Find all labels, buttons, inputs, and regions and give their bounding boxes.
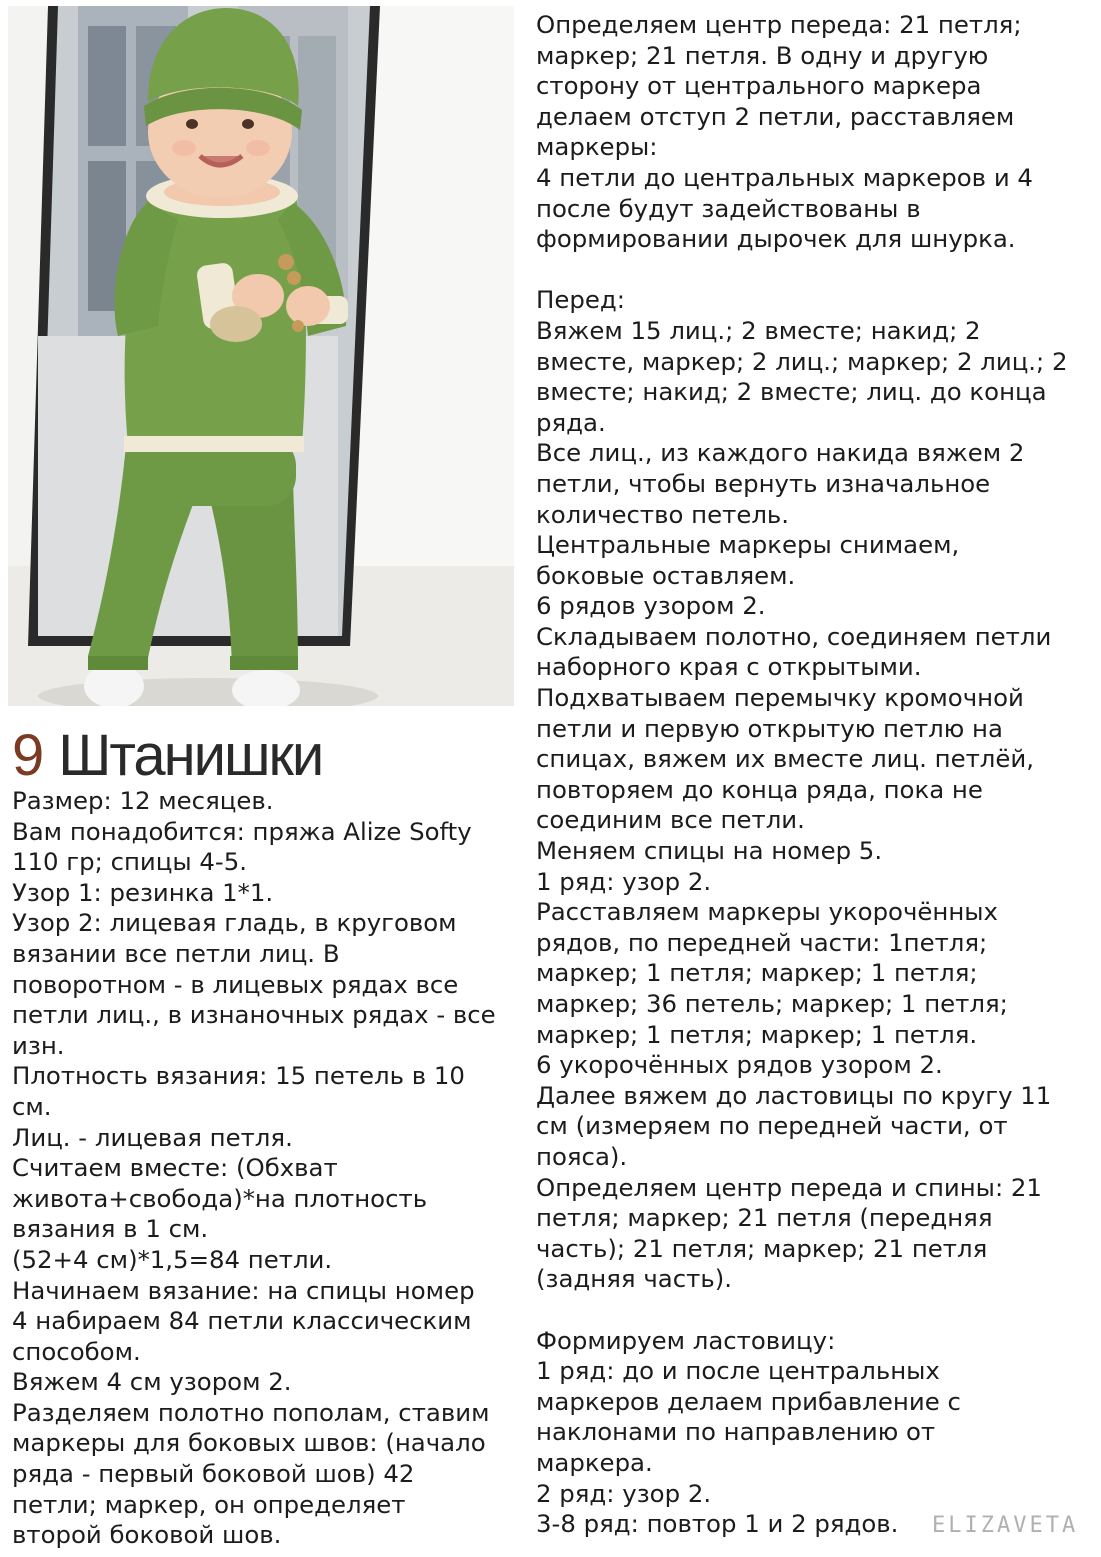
text-line xyxy=(536,1295,1068,1326)
text-line: живота+свобода)*на плотность xyxy=(12,1183,428,1213)
text-line: 110 гр; спицы 4-5. xyxy=(12,847,247,877)
text-line: маркеры для боковых швов: (начало xyxy=(12,1428,486,1458)
text-line: изн. xyxy=(12,1030,65,1060)
text-line: Узор 2: лицевая гладь, в круговом xyxy=(12,908,457,938)
text-line: Определяем центр переда и спины: 21 xyxy=(536,1172,1042,1202)
text-line: (52+4 см)*1,5=84 петли. xyxy=(12,1244,333,1274)
text-line: Все лиц., из каждого накида вяжем 2 xyxy=(536,438,1025,468)
text-line: 1 ряд: до и после центральных xyxy=(536,1356,940,1386)
text-line: Лиц. - лицевая петля. xyxy=(12,1122,293,1152)
text-line: маркер; 36 петель; маркер; 1 петля; xyxy=(536,989,1008,1018)
text-line: поворотном - в лицевых рядах все xyxy=(12,969,459,999)
text-line: вместе; накид; 2 вместе; лиц. до конца xyxy=(536,377,1047,407)
text-line: (задняя часть). xyxy=(536,1264,732,1294)
text-line: Вяжем 4 см узором 2. xyxy=(12,1367,292,1397)
text-line: спицах, вяжем их вместе лиц. петлёй, xyxy=(536,744,1034,774)
text-line: Размер: 12 месяцев. xyxy=(12,786,274,815)
outfit-photo xyxy=(8,6,514,706)
text-line: соединим все петли. xyxy=(536,805,805,835)
instructions-left-column xyxy=(12,786,496,1551)
instructions-right-column xyxy=(536,10,1068,1540)
text-line: Складываем полотно, соединяем петли xyxy=(536,621,1052,651)
text-line: Разделяем полотно пополам, ставим xyxy=(12,1397,490,1427)
section-number: 9 xyxy=(12,723,45,788)
text-line: способом. xyxy=(12,1336,141,1366)
text-line: Меняем спицы на номер 5. xyxy=(536,836,883,866)
text-line: петли; маркер, он определяет xyxy=(12,1489,406,1519)
text-line: 4 петли до центральных маркеров и 4 xyxy=(536,162,1033,192)
text-line: см (измеряем по передней части, от xyxy=(536,1111,1008,1141)
text-line: 1 ряд: узор 2. xyxy=(536,866,712,896)
text-line: Считаем вместе: (Обхват xyxy=(12,1153,338,1183)
text-line: делаем отступ 2 петли, расставляем xyxy=(536,101,1015,131)
text-line: часть); 21 петля; маркер; 21 петля xyxy=(536,1233,988,1263)
text-line: повторяем до конца ряда, пока не xyxy=(536,774,983,804)
text-line: Подхватываем перемычку кромочной xyxy=(536,683,1024,713)
text-line: сторону от центрального маркера xyxy=(536,71,982,101)
text-line: 4 набираем 84 петли классическим xyxy=(12,1306,472,1336)
text-line: Расставляем маркеры укорочённых xyxy=(536,897,998,927)
text-line: маркер; 21 петля. В одну и другую xyxy=(536,40,989,70)
watermark: ELIZAVETA xyxy=(932,1513,1079,1538)
text-line: маркер; 1 петля; маркер; 1 петля. xyxy=(536,1019,978,1049)
text-line: маркер; 1 петля; маркер; 1 петля; xyxy=(536,958,978,988)
text-line: маркера. xyxy=(536,1447,653,1477)
text-line: петля; маркер; 21 петля (передняя xyxy=(536,1203,993,1233)
text-line: Начинаем вязание: на спицы номер xyxy=(12,1275,475,1305)
text-line: Определяем центр переда: 21 петля; xyxy=(536,10,1022,39)
text-line: вязании все петли лиц. В xyxy=(12,938,340,968)
text-line: количество петель. xyxy=(536,499,790,529)
section-heading xyxy=(12,722,322,789)
text-line: петли лиц., в изнаночных рядах - все xyxy=(12,1000,496,1030)
text-line: ряда. xyxy=(536,407,606,437)
text-line: формировании дырочек для шнурка. xyxy=(536,224,1016,254)
text-line: вязания в 1 см. xyxy=(12,1214,209,1244)
text-line: наборного края с открытыми. xyxy=(536,652,922,682)
text-line: маркеров делаем прибавление с xyxy=(536,1386,961,1416)
text-line: петли и первую открытую петлю на xyxy=(536,713,1003,743)
text-line: боковые оставляем. xyxy=(536,560,796,590)
text-line: Центральные маркеры снимаем, xyxy=(536,530,960,560)
text-line: петли, чтобы вернуть изначальное xyxy=(536,468,991,498)
text-line: см. xyxy=(12,1091,52,1121)
text-line: 6 рядов узором 2. xyxy=(536,591,766,621)
text-line: после будут задействованы в xyxy=(536,193,921,223)
text-line: Далее вяжем до ластовицы по кругу 11 xyxy=(536,1080,1052,1110)
text-line: ряда - первый боковой шов) 42 xyxy=(12,1459,415,1489)
text-line: 6 укорочённых рядов узором 2. xyxy=(536,1050,943,1080)
text-line: Плотность вязания: 15 петель в 10 xyxy=(12,1061,465,1091)
text-line: Вам понадобится: пряжа Alize Softy xyxy=(12,816,472,846)
text-line: рядов, по передней части: 1петля; xyxy=(536,927,988,957)
section-title: Штанишки xyxy=(58,723,323,788)
text-line: наклонами по направлению от xyxy=(536,1417,936,1447)
text-line: вместе, маркер; 2 лиц.; маркер; 2 лиц.; 2 xyxy=(536,346,1068,376)
text-line: второй боковой шов. xyxy=(12,1520,282,1550)
text-line: Перед: xyxy=(536,285,625,315)
text-line: Формируем ластовицу: xyxy=(536,1325,836,1355)
text-line: пояса). xyxy=(536,1141,628,1171)
text-line xyxy=(536,255,1068,286)
text-line: маркеры: xyxy=(536,132,658,162)
text-line: Вяжем 15 лиц.; 2 вместе; накид; 2 xyxy=(536,315,981,345)
text-line: Узор 1: резинка 1*1. xyxy=(12,877,274,907)
text-line: 3-8 ряд: повтор 1 и 2 рядов. xyxy=(536,1509,899,1539)
text-line: 2 ряд: узор 2. xyxy=(536,1478,712,1508)
